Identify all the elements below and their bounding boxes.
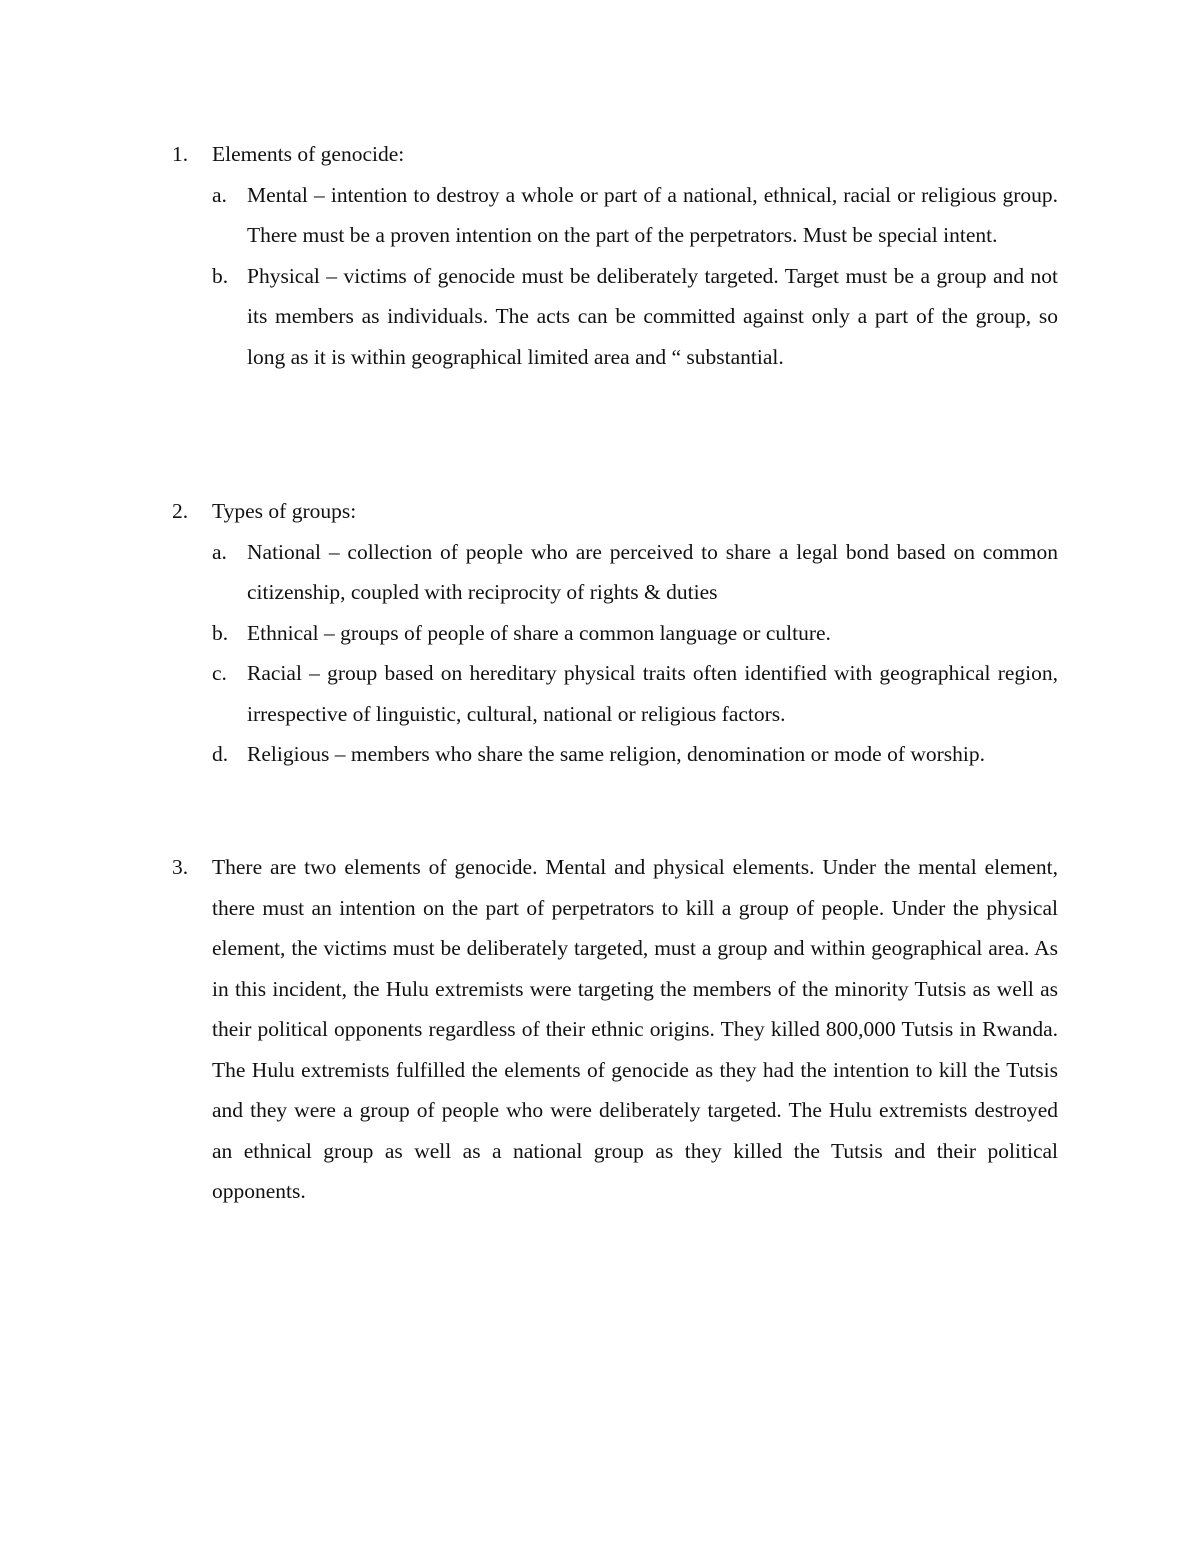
subitem-label: c.: [212, 661, 227, 685]
subitem-text: National – collection of people who are perceived to share a legal bond based on common citizenship, coupled with reciprocity of rights & duties: [247, 539, 1058, 604]
subitem-text: Ethnical – groups of people of share a common language or culture.: [247, 620, 831, 645]
section-2: [172, 491, 1062, 775]
section-2-subitem-a: [212, 532, 1058, 613]
section-1-subitem-a: [212, 175, 1058, 256]
subitem-label: a.: [212, 539, 227, 564]
subitem-text: Religious – members who share the same religion, denomination or mode of worship.: [247, 742, 986, 766]
section-2-subitem-c: [212, 653, 1058, 734]
section-1: [172, 134, 1062, 377]
subitem-text: Mental – intention to destroy a whole or part of a national, ethnical, racial or religious group. There must be a proven intention on the part of the perpetrators. Must be special intent.: [247, 182, 1058, 247]
section-1-heading: Elements of genocide:: [212, 142, 405, 166]
section-3-number: 3.: [172, 855, 189, 879]
section-2-heading: Types of groups:: [212, 499, 357, 523]
section-2-subitem-b: [212, 613, 1058, 654]
subitem-label: b.: [212, 620, 229, 645]
section-3: [172, 847, 1062, 1212]
subitem-label: a.: [212, 182, 227, 207]
subitem-text: Physical – victims of genocide must be deliberately targeted. Target must be a group and not its members as individuals. The acts can be committed against only a part of the group, so long as it is within geographical limited area and “ substantial.: [247, 263, 1058, 369]
section-3-paragraph: There are two elements of genocide. Mental and physical elements. Under the mental element, there must an intention on the part of perpetrators to kill a group of people. Under the physical element, the victims must be deliberately targeted, must a group and within geographical area. As in this incident, the Hulu extremists were targeting the members of the minority Tutsis as well as their political opponents regardless of their ethnic origins. They killed 800,000 Tutsis in Rwanda. The Hulu extremists fulfilled the elements of genocide as they had the intention to kill the Tutsis and they were a group of people who were deliberately targeted. The Hulu extremists destroyed an ethnical group as well as a national group as they killed the Tutsis and their political opponents.: [212, 855, 1058, 1203]
section-2-subitem-d: [212, 734, 1058, 775]
subitem-text: Racial – group based on hereditary physical traits often identified with geographical region, irrespective of linguistic, cultural, national or religious factors.: [247, 661, 1058, 726]
subitem-label: d.: [212, 742, 229, 766]
section-1-subitem-b: [212, 256, 1058, 378]
subitem-label: b.: [212, 263, 229, 288]
section-1-number: 1.: [172, 142, 189, 166]
section-2-number: 2.: [172, 499, 189, 523]
